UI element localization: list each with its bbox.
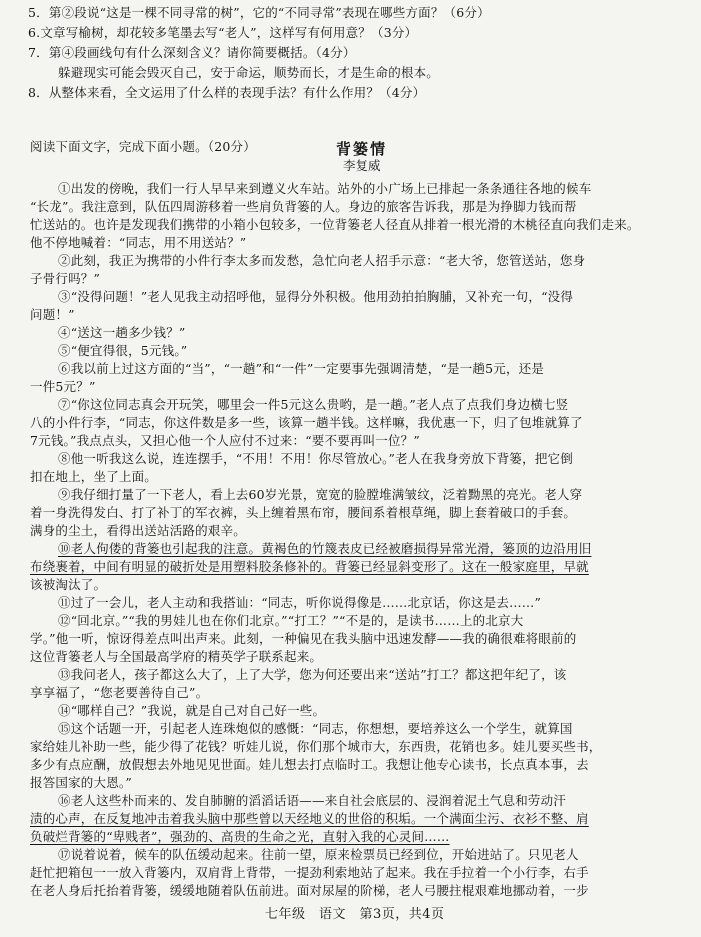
body-line: ⑮这个话题一开，引起老人连珠炮似的感慨：“同志，你想想，要培养这么一个学生，就算国 [58,721,573,736]
question-7: 7．第④段画线句有什么深刻含义？请你简要概括。（4分） [28,45,356,60]
body-line: 着一身洗得发白、打了补丁的军衣裤，头上缠着黑布帘，腰间系着根草绳，脚上套着破口的手套。 [30,505,577,520]
underlined-line: ⑩老人佝偻的背篓也引起我的注意。黄褐色的竹篾表皮已经被磨损得异常光滑，篓顶的边沿用旧 [58,541,592,556]
body-line: ④“送这一趟多少钱？” [58,325,186,340]
body-line: 他不停地喊着：“同志，用不用送站？” [30,235,247,250]
page-footer: 七年级 语文 第3页，共4页 [265,907,445,922]
body-line: 满身的尘土，看得出送站活路的艰辛。 [30,523,246,538]
body-line: 享享福了，“您老要善待自己”。 [30,685,209,700]
body-line: ⑫“回北京。”“我的男娃儿也在你们北京。”“打工？”“不是的，是读书……上的北京大 [58,613,524,628]
body-line: ⑥我以前上过这方面的“当”，“一趟”和“一件”一定要事先强调清楚，“是一趟5元，还是 [58,361,545,376]
body-line: 学。”他一听，惊讶得差点叫出声来。此刻，一种偏见在我头脑中迅速发酵——我的确很难将眼前的 [30,631,577,646]
body-line: ③“没得问题！”老人见我主动招呼他，显得分外积极。他用劲拍拍胸脯，又补充一句，“没得 [58,289,574,304]
body-line: ⑪过了一会儿，老人主动和我搭讪：“同志，听你说得像是……北京话，你这是去……” [58,595,542,610]
body-line: 多少有点应酬，放假想去外地见见世面。娃儿想去打点临时工。我想让他专心读书，长点真本事，去 [30,757,589,772]
question-6: 6.文章写榆树，却花较多笔墨去写“老人”，这样写有何用意？（3分） [28,25,418,40]
reading-intro: 阅读下面文字，完成下面小题。（20分） [30,139,256,154]
body-line: 在老人身后托抬着背篓，缓缓地随着队伍前进。面对尿屋的阶梯，老人弓腰拄棍艰难地挪动着，一步 [30,883,589,898]
body-line: 家给娃儿补助一些，能少得了花钱？听娃儿说，你们那个城市大，东西贵，花销也多。娃儿要买些书， [30,739,602,754]
body-line: ①出发的傍晚，我们一行人早早来到遵义火车站。站外的小广场上已排起一条条通往各地的候车 [58,181,592,196]
article-title: 背篓情 [336,140,388,158]
body-line: 报答国家的大恩。” [30,775,132,790]
body-line: ⑨我仔细打量了一下老人，看上去60岁光景，宽宽的脸膛堆满皱纹，泛着黝黑的亮光。老人穿 [58,487,583,502]
body-line: 一件5元？” [30,379,96,394]
body-line: 忙送站的。也许是发现我们携带的小箱小包较多，一位背篓老人径直从排着一根光滑的木桃径直向我们走来。 [30,217,640,232]
article-author: 李复威 [343,158,381,173]
body-line: “长龙”。我注意到，队伍四周游移着一些肩负背篓的人。身边的旅客告诉我，那是为挣脚力钱而帮 [30,199,577,214]
body-line: ⑧他一听我这么说，连连摆手，“不用！不用！你尽管放心。”老人在我身旁放下背篓，把它倒 [58,451,573,466]
body-line: 这位背篓老人与全国最高学府的精英学子联系起来。 [30,649,323,664]
body-line: ⑯老人这些朴而来的、发自肺腑的滔滔话语——来自社会底层的、浸润着泥土气息和劳动汗 [58,793,567,808]
body-line: 扣在地上，坐了上面。 [30,469,158,484]
body-line: 子骨行吗？” [30,271,101,286]
body-line: ⑰说着说着，候车的队伍缓动起来。往前一望，原来检票员已经到位，开始进站了。只见老人 [58,847,579,862]
body-line: ②此刻，我正为携带的小件行李太多而发愁，急忙向老人招手示意：“老大爷，您管送站，您身 [58,253,586,268]
question-7-answer: 躲避现实可能会毁灭自己，安于命运，顺势而长，才是生命的根本。 [58,65,440,80]
body-line: ⑬我问老人，孩子都这么大了，上了大学，您为何还要出来“送站”打工？都这把年纪了，该 [58,667,567,682]
body-line: 该被淘汰了。 [30,577,107,592]
question-5: 5．第②段说“这是一棵不同寻常的树”，它的“不同寻常”表现在哪些方面？（6分） [28,5,490,20]
body-line: ⑤“便宜得很，5元钱。” [58,343,188,358]
body-line: 赶忙把箱包一一放入背篓内，双肩背上背带，一提劲利索地站了起来。我在手拉着一个小行李，右手 [30,865,589,880]
body-line: 八的小件行李，“同志，你这件数是多一些，该算一趟半钱。这样嘛，我优惠一下，归了包堆就算了 [30,415,583,430]
underlined-line: 布绕裹着，中间有明显的破折处是用塑料胶条修补的。背篓已经显斜变形了。这在一般家庭里，早就 [30,559,589,574]
body-line: ⑭“哪样自己？”我说，就是自己对自己好一些。 [58,703,326,718]
question-8: 8．从整体来看，全文运用了什么样的表现手法？有什么作用？（4分） [28,85,426,100]
underlined-line: 负破烂背篓的“卑贱者”，强劲的、高贵的生命之光，直射入我的心灵间…… [30,829,450,844]
body-line: 7元钱。”我点点头，又担心他一个人应付不过来：“要不要再叫一位？” [30,433,420,448]
body-line: ⑦“你这位同志真会开玩笑，哪里会一件5元这么贵哟，是一趟。”老人点了点我们身边横七竖 [58,397,569,412]
body-line: 问题！” [30,307,75,322]
underlined-line: 渍的心声，在反复地冲击着我头脑中那些曾以天经地义的世俗的积垢。一个满面尘污、衣衫不整、肩 [30,811,589,826]
